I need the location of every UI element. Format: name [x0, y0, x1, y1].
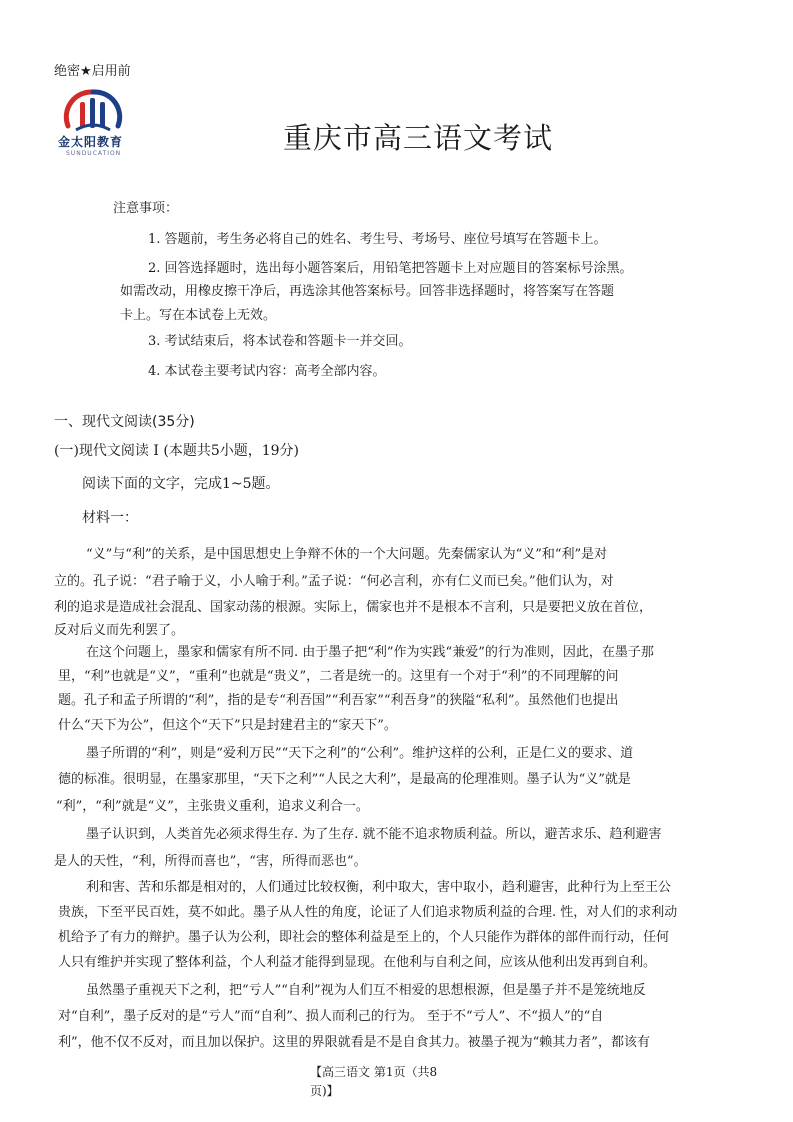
subsection-heading: (一)现代文阅读 I (本题共5小题，19分) [54, 443, 299, 459]
passage-line: 反对后义而先利罢了。 [54, 623, 185, 638]
passage-line: 人只有维护并实现了整体利益，个人利益才能得到显现。在他利与自利之间，应该从他利出发再到自利。 [58, 955, 657, 970]
passage-line: “义”与“利”的关系，是中国思想史上争辩不休的一个大问题。先秦儒家认为“义”和“利”是对 [86, 547, 608, 562]
passage-line: 利和害、苦和乐都是相对的，人们通过比较权衡，利中取大，害中取小，趋利避害，此种行为上至王公 [86, 880, 672, 895]
passage-line: 墨子所谓的“利”，则是“爱利万民”“天下之利”的“公利”。维护这样的公利，正是仁义的要求、道 [86, 746, 634, 761]
instruction-text: 阅读下面的文字，完成1~5题。 [82, 476, 280, 492]
passage-line: 墨子认识到，人类首先必须求得生存. 为了生存. 就不能不追求物质利益。所以，避苦求乐、趋利避害 [86, 827, 662, 842]
exam-title: 重庆市高三语文考试 [283, 121, 554, 155]
note-line: 如需改动，用橡皮擦干净后，再选涂其他答案标号。回答非选择题时，将答案写在答题 [120, 284, 615, 299]
logo-subtext: SUNDUCATION [66, 150, 122, 157]
section-heading: 一、现代文阅读(35分) [54, 414, 195, 430]
notes-heading: 注意事项： [113, 201, 179, 216]
passage-line: 是人的天性，“利，所得而喜也”，“害，所得而恶也”。 [54, 854, 367, 869]
confidential-label: 绝密★启用前 [54, 64, 131, 79]
passage-line: 利”，他不仅不反对，而且加以保护。这里的界限就看是不是自食其力。被墨子视为“赖其力者”，都该有 [58, 1035, 650, 1050]
passage-line: 虽然墨子重视天下之利，把“亏人”“自利”视为人们互不相爱的思想根源，但是墨子并不是笼统地反 [86, 983, 646, 998]
passage-line: 什么“天下为公”，但这个“天下”只是封建君主的“家天下”。 [58, 718, 397, 733]
passage-line: 机给予了有力的辩护。墨子认为公利，即社会的整体利益是至上的，个人只能作为群体的部件而行动，任何 [58, 930, 670, 945]
passage-line: 题。孔子和孟子所谓的“利”，指的是专“利吾国”“利吾家”“利吾身”的狭隘“私利”。虽然他们也提出 [58, 693, 619, 708]
passage-line: 立的。孔子说：“君子喻于义，小人喻于利。”孟子说：“何必言利，亦有仁义而已矣。”他们认为，对 [54, 574, 614, 589]
note-line: 卡上。写在本试卷上无效。 [120, 308, 277, 323]
page-footer: 【高三语文 第1页（共8 [310, 1065, 438, 1079]
note-line: 2. 回答选择题时，选出每小题答案后，用铅笔把答题卡上对应题目的答案标号涂黑。 [148, 261, 633, 276]
passage-line: 对“自利”，墨子反对的是“亏人”而“自利”、损人而利己的行为。 至于不“亏人”、不“损人”的“自 [58, 1009, 604, 1024]
logo-text: 金太阳教育 [58, 135, 124, 149]
passage-line: 贵族，下至平民百姓，莫不如此。墨子从人性的角度，论证了人们追求物质利益的合理. 性，对人们的求利动 [58, 905, 678, 920]
passage-line: 德的标准。很明显，在墨家那里，“天下之利”“人民之大利”，是最高的伦理准则。墨子认为“义”就是 [58, 772, 631, 787]
note-line: 1. 答题前，考生务必将自己的姓名、考生号、考场号、座位号填写在答题卡上。 [148, 232, 607, 247]
material-label: 材料一： [82, 510, 138, 526]
note-line: 3. 考试结束后，将本试卷和答题卡一并交回。 [148, 334, 412, 349]
page-footer-continued: 页)】 [310, 1084, 339, 1098]
passage-line: 里，“利”也就是“义”，“重利”也就是“贵义”，二者是统一的。这里有一个对于“利”的不同理解的问 [58, 669, 619, 684]
passage-line: 在这个问题上，墨家和儒家有所不同. 由于墨子把“利”作为实践“兼爱”的行为准则，因此，在墨子那 [86, 645, 654, 660]
note-line: 4. 本试卷主要考试内容：高考全部内容。 [148, 364, 386, 379]
passage-line: “利”，“利”就是“义”，主张贵义重利，追求义利合一。 [56, 799, 369, 814]
passage-line: 利的追求是造成社会混乱、国家动荡的根源。实际上，儒家也并不是根本不言利，只是要把义放在首位， [54, 600, 653, 615]
